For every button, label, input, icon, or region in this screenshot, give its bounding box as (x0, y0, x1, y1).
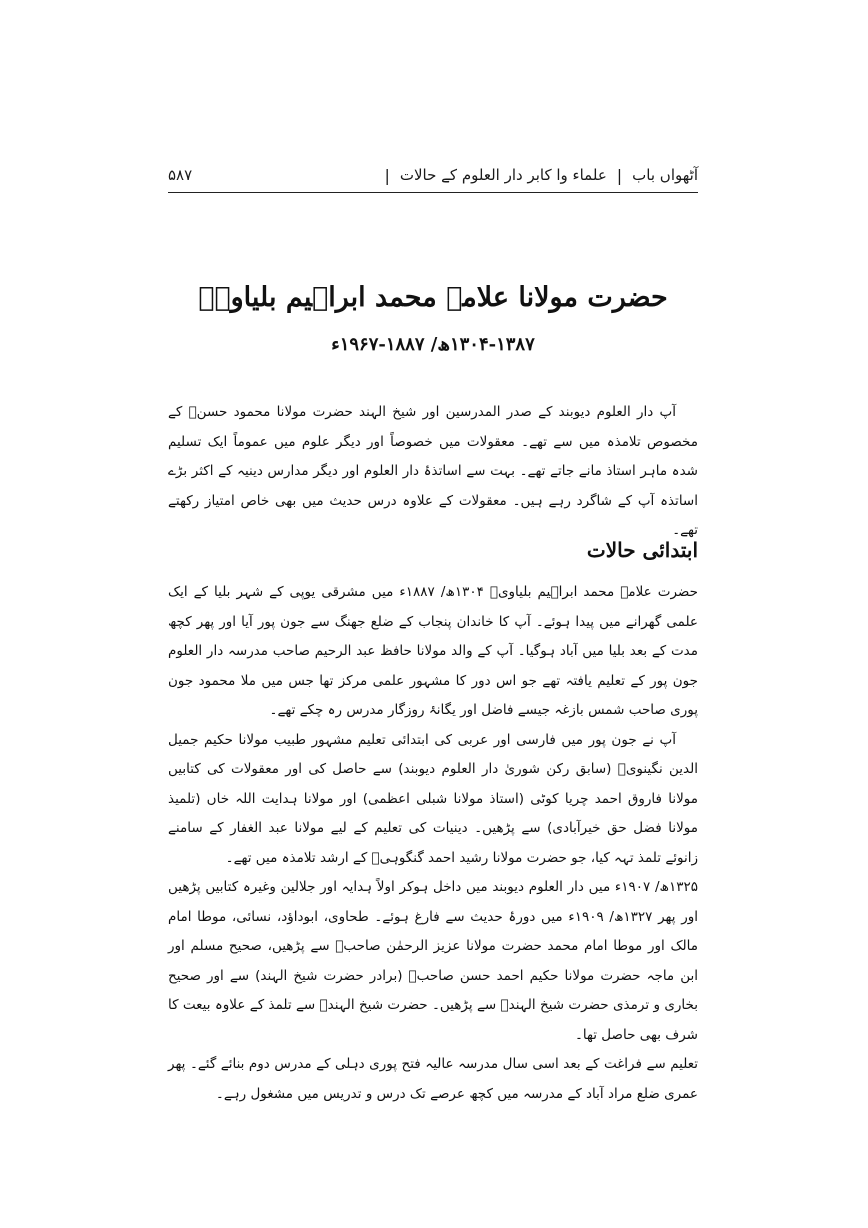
body-text (168, 578, 698, 1109)
page-number: ۵۸۷ (168, 166, 193, 184)
body-paragraph: تعلیم سے فراغت کے بعد اسی سال مدرسہ عالیہ فتح پوری دہلی کے مدرس دوم بنائے گئے۔ پھر عمری ضلع مراد آباد کے مدرسہ میں کچھ عرصے تک درس و تدریس میں مشغول رہے۔ (168, 1056, 698, 1102)
header-separator: | (384, 165, 390, 185)
section-heading: ابتدائی حالات (586, 538, 698, 562)
body-paragraph: ۱۳۲۵ھ/ ۱۹۰۷ء میں دار العلوم دیوبند میں داخل ہوکر اولاً ہدایہ اور جلالین وغیرہ کتابیں پڑھیں اور پھر ۱۳۲۷ھ/ ۱۹۰۹ء میں دورۂ حدیث سے فارغ ہوئے۔ طحاوی، ابوداؤد، نسائی، موطا امام مالک اور موطا امام محمد حضرت مولانا عزیز الرحمٰن صاحبؒ سے پڑھیں، صحیح مسلم اور ابن ماجہ حضرت مولانا حکیم احمد حسن صاحبؒ (برادر حضرت شیخ الہند) سے اور صحیح بخاری و ترمذی حضرت شیخ الہندؒ سے پڑھیں۔ حضرت شیخ الہندؒ سے تلمذ کے علاوہ بیعت کا شرف بھی حاصل تھا۔ (168, 879, 698, 1043)
article-title: حضرت مولانا علامہ محمد ابراہیم بلیاویؒ (198, 282, 668, 313)
lifespan-dates: ۱۳۰۴-۱۳۸۷ھ/ ۱۸۸۷-۱۹۶۷ء (331, 334, 535, 355)
body-paragraph: حضرت علامہ محمد ابراہیم بلیاویؒ ۱۳۰۴ھ/ ۱۸۸۷ء میں مشرقی یوپی کے شہر بلیا کے ایک علمی گھرانے میں پیدا ہوئے۔ آپ کا خاندان پنجاب کے ضلع جھنگ سے جون پور آیا اور پھر کچھ مدت کے بعد بلیا میں آباد ہوگیا۔ آپ کے والد مولانا حافظ عبد الرحیم صاحب مدرسہ دار العلوم جون پور کے تعلیم یافتہ تھے جو اس دور کا مشہور علمی مرکز تھا جس میں ملا محمود جون پوری صاحب شمس بازغہ جیسے فاضل اور یگانۂ روزگار مدرس رہ چکے تھے۔ (168, 584, 698, 718)
header-rule (168, 192, 698, 193)
body-paragraph: آپ نے جون پور میں فارسی اور عربی کی ابتدائی تعلیم مشہور طبیب مولانا حکیم جمیل الدین نگینویؒ (سابق رکن شوریٰ دار العلوم دیوبند) سے حاصل کی اور معقولات کی کتابیں مولانا فاروق احمد چریا کوٹی (استاذ مولانا شبلی اعظمی) اور مولانا ہدایت اللہ خاں (تلمیذ مولانا فضل حق خیرآبادی) سے پڑھیں۔ دینیات کی تعلیم کے لیے مولانا عبد الغفار کے سامنے زانوئے تلمذ تہہ کیا، جو حضرت مولانا رشید احمد گنگوہیؒ کے ارشد تلامذہ میں تھے۔ (168, 731, 698, 866)
intro-paragraph: آپ دار العلوم دیوبند کے صدر المدرسین اور شیخ الہند حضرت مولانا محمود حسنؒ کے مخصوص تلامذہ میں سے تھے۔ معقولات میں خصوصاً اور دیگر علوم میں عموماً ایک تسلیم شدہ ماہر استاذ مانے جاتے تھے۔ بہت سے اساتذۂ دار العلوم اور دیگر مدارس دینیہ کے اکثر بڑے اساتذہ آپ کے شاگرد رہے ہیں۔ معقولات کے علاوہ درس حدیث میں بھی خاص امتیاز رکھتے تھے۔ (168, 404, 698, 538)
chapter-label: آٹھواں باب (632, 166, 698, 184)
running-header (168, 158, 698, 192)
intro-block (168, 398, 698, 546)
section-title: علماء وا کابر دار العلوم کے حالات (399, 166, 607, 184)
header-separator: | (616, 165, 623, 185)
